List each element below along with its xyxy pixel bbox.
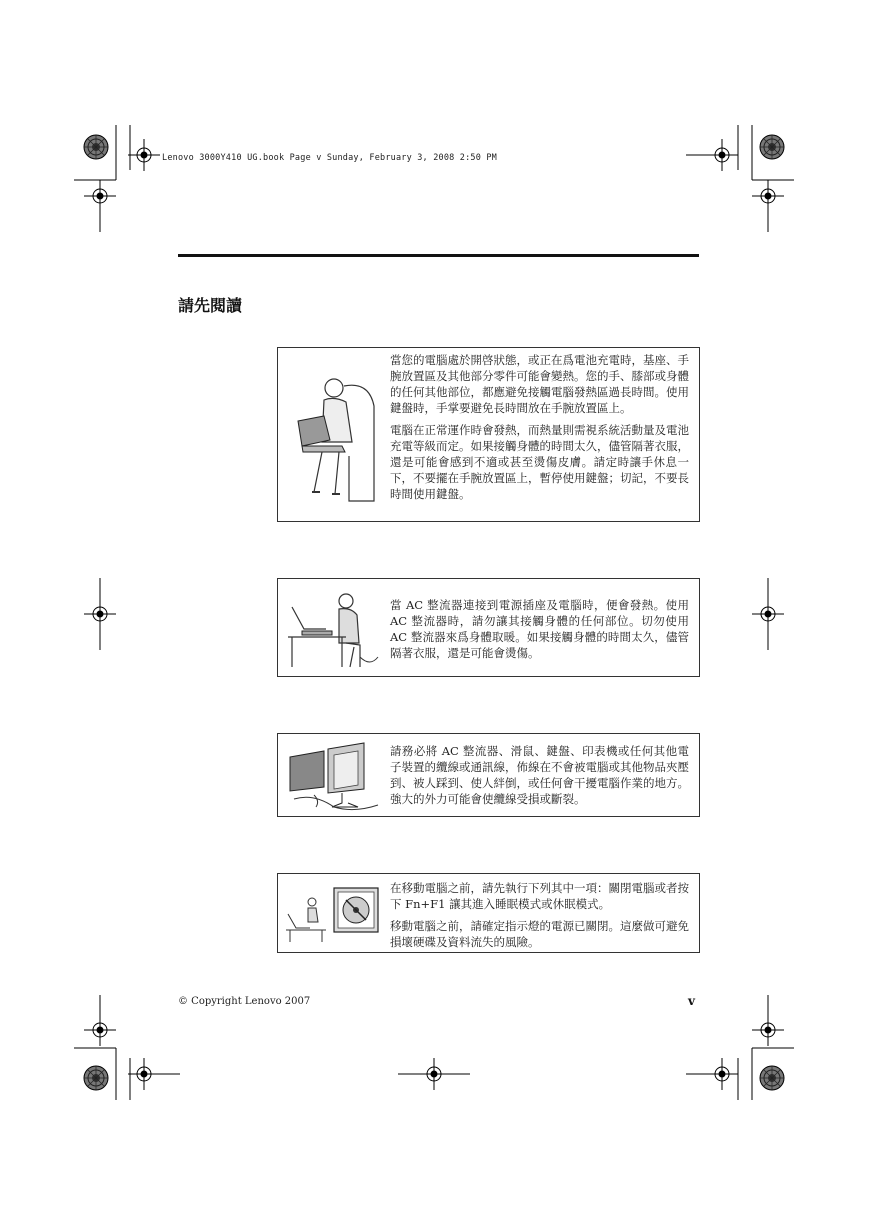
page-number: v — [688, 994, 695, 1008]
person-desk-ac-adapter-icon — [284, 587, 384, 672]
notice-4-paragraph-1: 在移動電腦之前，請先執行下列其中一項：關閉電腦或者按下 Fn+F1 讓其進入睡眠模式或休眠模式。 — [390, 881, 689, 911]
page-title: 請先閱讀 — [178, 296, 243, 315]
notice-ac-adapter-heat — [277, 578, 700, 677]
notice-4-paragraph-2: 移動電腦之前，請確定指示燈的電源已關閉。這麼做可避免損壞硬碟及資料流失的風險。 — [390, 919, 689, 949]
laptop-hard-disk-icon — [284, 884, 384, 944]
top-rule — [178, 254, 699, 257]
notice-2-paragraph-1: 當 AC 整流器連接到電源插座及電腦時，便會發熱。使用 AC 整流器時，請勿讓其接觸身體的任何部位。切勿使用 AC 整流器來爲身體取暖。如果接觸身體的時間太久，儘管隔著衣服，還是可能會燙傷。 — [390, 598, 689, 660]
notice-1-paragraph-2: 電腦在正常運作時會發熱，而熱量則需視系統活動量及電池充電等級而定。如果接觸身體的時間太久，儘管隔著衣服，還是可能會感到不適或甚至燙傷皮膚。請定時讓手休息一下，不要擺在手腕放置區上，暫停使用鍵盤；切記，不要長時間使用鍵盤。 — [390, 423, 689, 501]
person-laptop-on-lap-icon — [284, 366, 384, 506]
notice-1-paragraph-1: 當您的電腦處於開啓狀態，或正在爲電池充電時，基座、手腕放置區及其他部分零件可能會變熱。您的手、膝部或身體的任何其他部位，都應避免接觸電腦發熱區過長時間。使用鍵盤時，手掌要避免長時間放在手腕放置區上。 — [390, 353, 689, 415]
notice-laptop-heat — [277, 347, 700, 522]
copyright-footer: © Copyright Lenovo 2007 — [178, 996, 311, 1007]
monitor-cables-icon — [284, 739, 384, 813]
notice-3-paragraph-1: 請務必將 AC 整流器、滑鼠、鍵盤、印表機或任何其他電子裝置的纜線或通訊線，佈線在不會被電腦或其他物品夾壓到、被人踩到、使人絆倒，或任何會干擾電腦作業的地方。強大的外力可能會使纜線受損或斷裂。 — [390, 744, 689, 806]
notice-cable-routing — [277, 733, 700, 817]
notice-moving-computer — [277, 873, 700, 953]
book-info-header: Lenovo 3000Y410 UG.book Page v Sunday, February 3, 2008 2:50 PM — [162, 153, 497, 163]
